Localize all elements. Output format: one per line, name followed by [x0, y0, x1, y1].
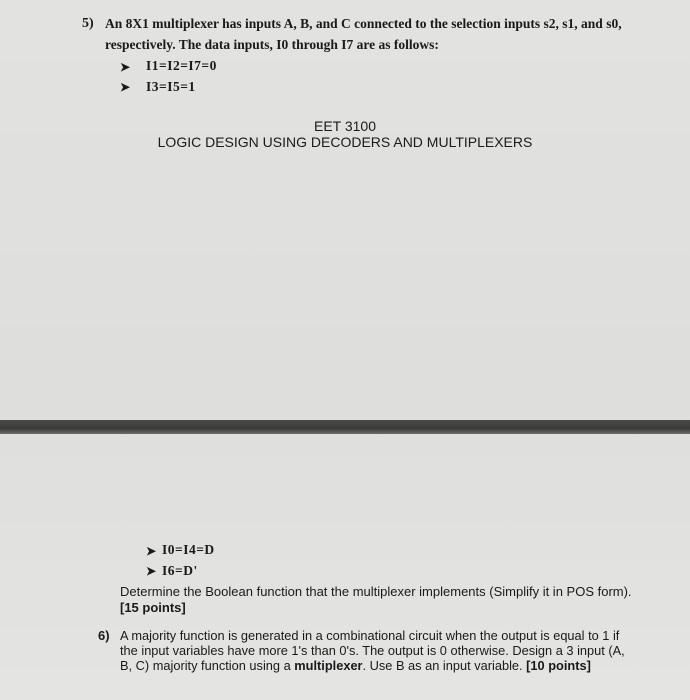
page-divider: [0, 420, 690, 434]
points-label: [15 points]: [120, 600, 186, 615]
question-6-text: [120, 628, 640, 673]
question-5-instruction: [120, 584, 640, 616]
instruction-text: Determine the Boolean function that the multiplexer implements (Simplify it in POS form).: [120, 584, 632, 599]
question-6-body: A majority function is generated in a combinational circuit when the output is equal to 1 if the input variables have more 1's than 0's. The output is 0 otherwise. Design a 3 input (A, B, C) majority function using a: [120, 628, 625, 673]
arrowhead-bullet-icon: ➤: [146, 564, 157, 578]
question-5-number: 5): [82, 16, 94, 31]
arrowhead-bullet-icon: ➤: [120, 60, 131, 74]
points-label: [10 points]: [526, 658, 591, 673]
emphasis-word: multiplexer: [294, 658, 363, 673]
course-code: EET 3100: [313, 118, 376, 134]
bullet-item: I1=I2=I7=0: [146, 58, 217, 73]
bullet-item: I6=D': [162, 563, 198, 578]
bullet-item: I3=I5=1: [146, 79, 196, 94]
arrowhead-bullet-icon: ➤: [120, 80, 131, 94]
question-5-line-2: respectively. The data inputs, I0 through I7 are as follows:: [105, 37, 439, 52]
question-6-number: 6): [98, 628, 110, 643]
bullet-item: I0=I4=D: [162, 542, 215, 557]
question-5-line-1: An 8X1 multiplexer has inputs A, B, and C connected to the selection inputs s2, s1, and s0,: [105, 16, 622, 31]
page-title: LOGIC DESIGN USING DECODERS AND MULTIPLEXERS: [157, 134, 533, 150]
arrowhead-bullet-icon: ➤: [146, 544, 157, 558]
question-6-body-end: . Use B as an input variable.: [362, 658, 523, 673]
